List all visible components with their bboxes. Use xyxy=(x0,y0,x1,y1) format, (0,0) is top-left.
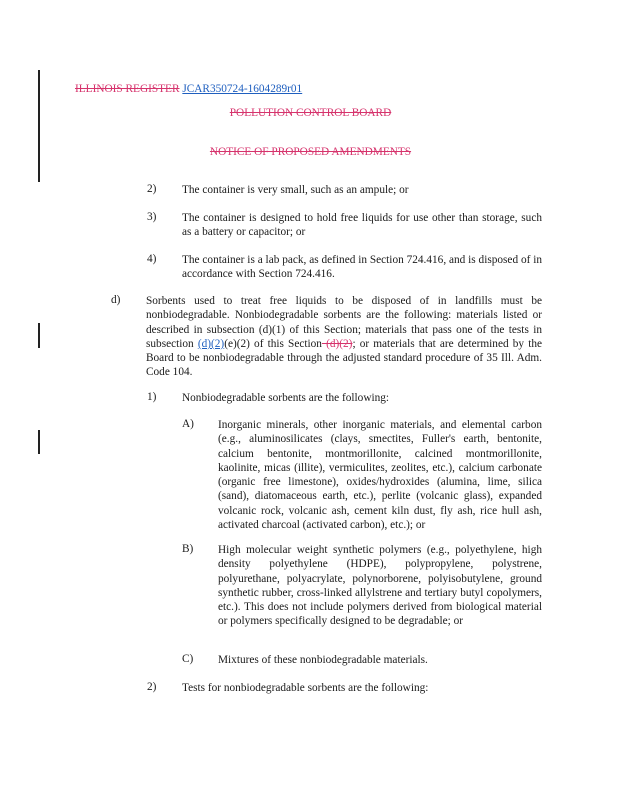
subsection-number: 2) xyxy=(147,681,157,693)
item-text: The container is very small, such as an ampule; or xyxy=(182,184,409,196)
subsection-text: Tests for nonbiodegradable sorbents are the following: xyxy=(182,682,429,694)
section-text-b: (e)(2) of this Section xyxy=(224,337,322,350)
clause-number: A) xyxy=(182,418,194,430)
agency-text: POLLUTION CONTROL BOARD xyxy=(229,107,392,119)
change-bar xyxy=(38,430,40,454)
clause-text: High molecular weight synthetic polymers (e.g., polyethylene, high density polyethylene (HDPE), polypropylene, polystrene, polyurethane, polyacrylate, polynorborene, polyisobutylene, ground synthetic rubber, cross-linked allylstrene and tertiary butyl copolymers, etc.). This does not include polymers derived from biological material or polymers specifically designed to be degradable; or xyxy=(218,544,542,628)
section-text xyxy=(146,294,542,380)
subsection-number: 1) xyxy=(147,391,157,403)
subsection-text: Nonbiodegradable sorbents are the following: xyxy=(182,392,390,404)
agency-title xyxy=(0,107,621,119)
clause-number: C) xyxy=(182,653,194,665)
clause-text: Mixtures of these nonbiodegradable materials. xyxy=(218,654,428,666)
register-inserted: JCAR350724-1604289r01 xyxy=(182,83,303,95)
notice-title xyxy=(0,146,621,158)
register-line xyxy=(75,83,302,95)
clause-number: B) xyxy=(182,543,194,555)
item-text: The container is designed to hold free liquids for use other than storage, such as a battery or capacitor; or xyxy=(182,212,542,239)
section-text-c: ; or materials that are determined by the Board to be nonbiodegradable through the adjusted standard procedure of 35 Ill. Adm. Code 104. xyxy=(146,337,542,379)
clause-text: Inorganic minerals, other inorganic materials, and elemental carbon (e.g., aluminosilicates (clays, smectites, Fuller's earth, bentonite, calcium bentonite, montmorillonite, calcined montmorillonite, kaolinite, micas (illite), vermiculites, zeolites, etc.), calcium carbonate (organic free limestone), oxides/hydroxides (alumina, lime, silica (sand), diatomaceous earth, etc.), perlite (volcanic glass), expanded volcanic rock, volcanic ash, cement kiln dust, fly ash, rice hull ash, activated charcoal (activated carbon), etc.); or xyxy=(218,419,542,532)
item-number: 3) xyxy=(147,211,157,223)
item-number: 4) xyxy=(147,253,157,265)
section-text-a: Sorbents used to treat free liquids to be disposed of in landfills must be nonbiodegradable. Nonbiodegradable sorbents are the following: materials listed or described in subsection (d)(1) of this Section; materials that pass one of the tests in subsection xyxy=(146,295,542,350)
change-bar xyxy=(38,70,40,182)
inserted-reference: (d)(2) xyxy=(197,337,225,350)
deleted-reference: (d)(2) xyxy=(321,337,353,350)
section-number: d) xyxy=(111,294,121,306)
register-deleted: ILLINOIS REGISTER xyxy=(75,83,180,95)
change-bar xyxy=(38,323,40,348)
notice-text: NOTICE OF PROPOSED AMENDMENTS xyxy=(209,146,412,158)
item-number: 2) xyxy=(147,183,157,195)
item-text: The container is a lab pack, as defined in Section 724.416, and is disposed of in accordance with Section 724.416. xyxy=(182,254,542,281)
